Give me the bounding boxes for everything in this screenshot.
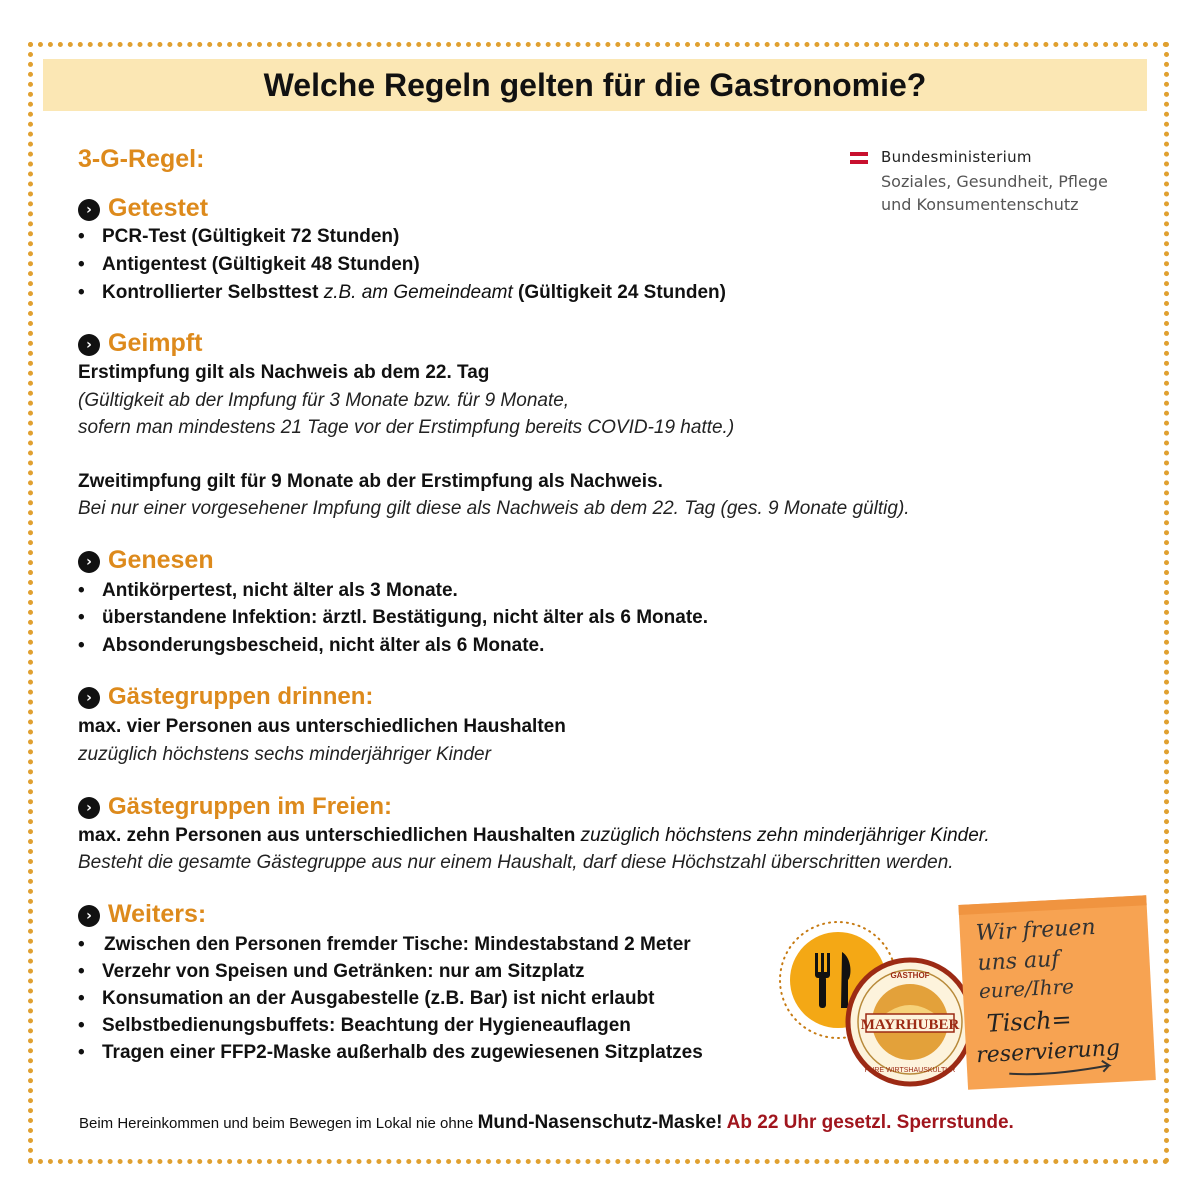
list-item: • Konsumation an der Ausgabestelle (z.B. Bar) ist nicht erlaubt bbox=[78, 988, 655, 1009]
title-bar bbox=[43, 59, 1147, 111]
drinnen-line-1: max. vier Personen aus unterschiedlichen Haushalten bbox=[78, 716, 566, 737]
list-item: • Tragen einer FFP2-Maske außerhalb des zugewiesenen Sitzplatzes bbox=[78, 1042, 703, 1063]
list-item: • Kontrollierter Selbsttest z.B. am Gemeindeamt (Gültigkeit 24 Stunden) bbox=[78, 282, 726, 303]
note-line-1: Wir freuen bbox=[975, 914, 1097, 947]
section-genesen bbox=[78, 546, 214, 575]
gasthof-logo bbox=[778, 920, 978, 1100]
section-geimpft bbox=[78, 329, 202, 358]
note-line-4: Tisch= bbox=[985, 1005, 1073, 1038]
austria-flag-icon bbox=[850, 152, 868, 164]
note-line-5: reservierung bbox=[975, 1035, 1121, 1069]
logo-top-text: GASTHOF bbox=[890, 971, 930, 980]
genesen-heading: Genesen bbox=[108, 546, 214, 574]
section-freien bbox=[78, 793, 392, 821]
freien-line-2: Besteht die gesamte Gästegruppe aus nur einem Haushalt, darf diese Höchstzahl überschritten werden. bbox=[78, 852, 954, 873]
list-item: • Absonderungsbescheid, nicht älter als 6 Monate. bbox=[78, 635, 545, 656]
geimpft-line-3: sofern man mindestens 21 Tage vor der Erstimpfung bereits COVID-19 hatte.) bbox=[78, 417, 735, 438]
weiters-heading: Weiters: bbox=[108, 900, 207, 928]
chevron-right-icon: › bbox=[78, 687, 100, 709]
chevron-right-icon: › bbox=[78, 905, 100, 927]
section-weiters bbox=[78, 900, 206, 929]
list-item: • Verzehr von Speisen und Getränken: nur am Sitzplatz bbox=[78, 961, 585, 982]
ministry-line-3: und Konsumentenschutz bbox=[881, 195, 1079, 214]
ministry-line-1: Bundesministerium bbox=[881, 148, 1032, 166]
chevron-right-icon: › bbox=[78, 199, 100, 221]
drinnen-heading: Gästegruppen drinnen: bbox=[108, 683, 374, 710]
logo-name: MAYRHUBER bbox=[860, 1017, 960, 1033]
freien-heading: Gästegruppen im Freien: bbox=[108, 793, 393, 820]
footer-curfew-text: Ab 22 Uhr gesetzl. Sperrstunde. bbox=[726, 1112, 1014, 1133]
section-getestet bbox=[78, 194, 208, 223]
geimpft-line-1: Erstimpfung gilt als Nachweis ab dem 22. Tag bbox=[78, 362, 490, 383]
list-item: • PCR-Test (Gültigkeit 72 Stunden) bbox=[78, 226, 400, 247]
footer-normal-text: Beim Hereinkommen und beim Bewegen im Lokal nie ohne bbox=[79, 1115, 474, 1132]
drinnen-line-2: zuzüglich höchstens sechs minderjähriger Kinder bbox=[78, 744, 491, 765]
section-drinnen bbox=[78, 683, 373, 711]
ministry-line-2: Soziales, Gesundheit, Pflege bbox=[881, 172, 1108, 191]
list-item: • Antigentest (Gültigkeit 48 Stunden) bbox=[78, 254, 420, 275]
page-title: Welche Regeln gelten für die Gastronomie? bbox=[263, 66, 927, 103]
chevron-right-icon: › bbox=[78, 551, 100, 573]
logo-bottom-text: PURE WIRTSHAUSKULTUR bbox=[864, 1067, 956, 1074]
note-line-3: eure/Ihre bbox=[978, 974, 1075, 1004]
list-item: • Selbstbedienungsbuffets: Beachtung der Hygieneauflagen bbox=[78, 1015, 631, 1036]
footer-note bbox=[79, 1112, 1014, 1134]
rule-heading: 3-G-Regel: bbox=[78, 145, 205, 173]
geimpft-heading: Geimpft bbox=[108, 329, 203, 357]
chevron-right-icon: › bbox=[78, 334, 100, 356]
geimpft-line-4: Zweitimpfung gilt für 9 Monate ab der Erstimpfung als Nachweis. bbox=[78, 471, 663, 492]
note-line-2: uns auf bbox=[976, 946, 1061, 977]
geimpft-line-2: (Gültigkeit ab der Impfung für 3 Monate bzw. für 9 Monate, bbox=[78, 390, 570, 411]
freien-line-1: max. zehn Personen aus unterschiedlichen Haushalten zuzüglich höchstens zehn minderjähriger Kinder. bbox=[78, 825, 990, 846]
list-item: • Antikörpertest, nicht älter als 3 Monate. bbox=[78, 580, 458, 601]
sticky-note bbox=[955, 888, 1160, 1093]
footer-mask-text: Mund-Nasenschutz-Maske! bbox=[477, 1112, 723, 1133]
chevron-right-icon: › bbox=[78, 797, 100, 819]
list-item: • Zwischen den Personen fremder Tische: Mindestabstand 2 Meter bbox=[78, 934, 691, 955]
geimpft-line-5: Bei nur einer vorgesehener Impfung gilt diese als Nachweis ab dem 22. Tag (ges. 9 Monate gültig). bbox=[78, 498, 910, 519]
getestet-heading: Getestet bbox=[108, 194, 209, 222]
list-item: • überstandene Infektion: ärztl. Bestätigung, nicht älter als 6 Monate. bbox=[78, 607, 708, 628]
